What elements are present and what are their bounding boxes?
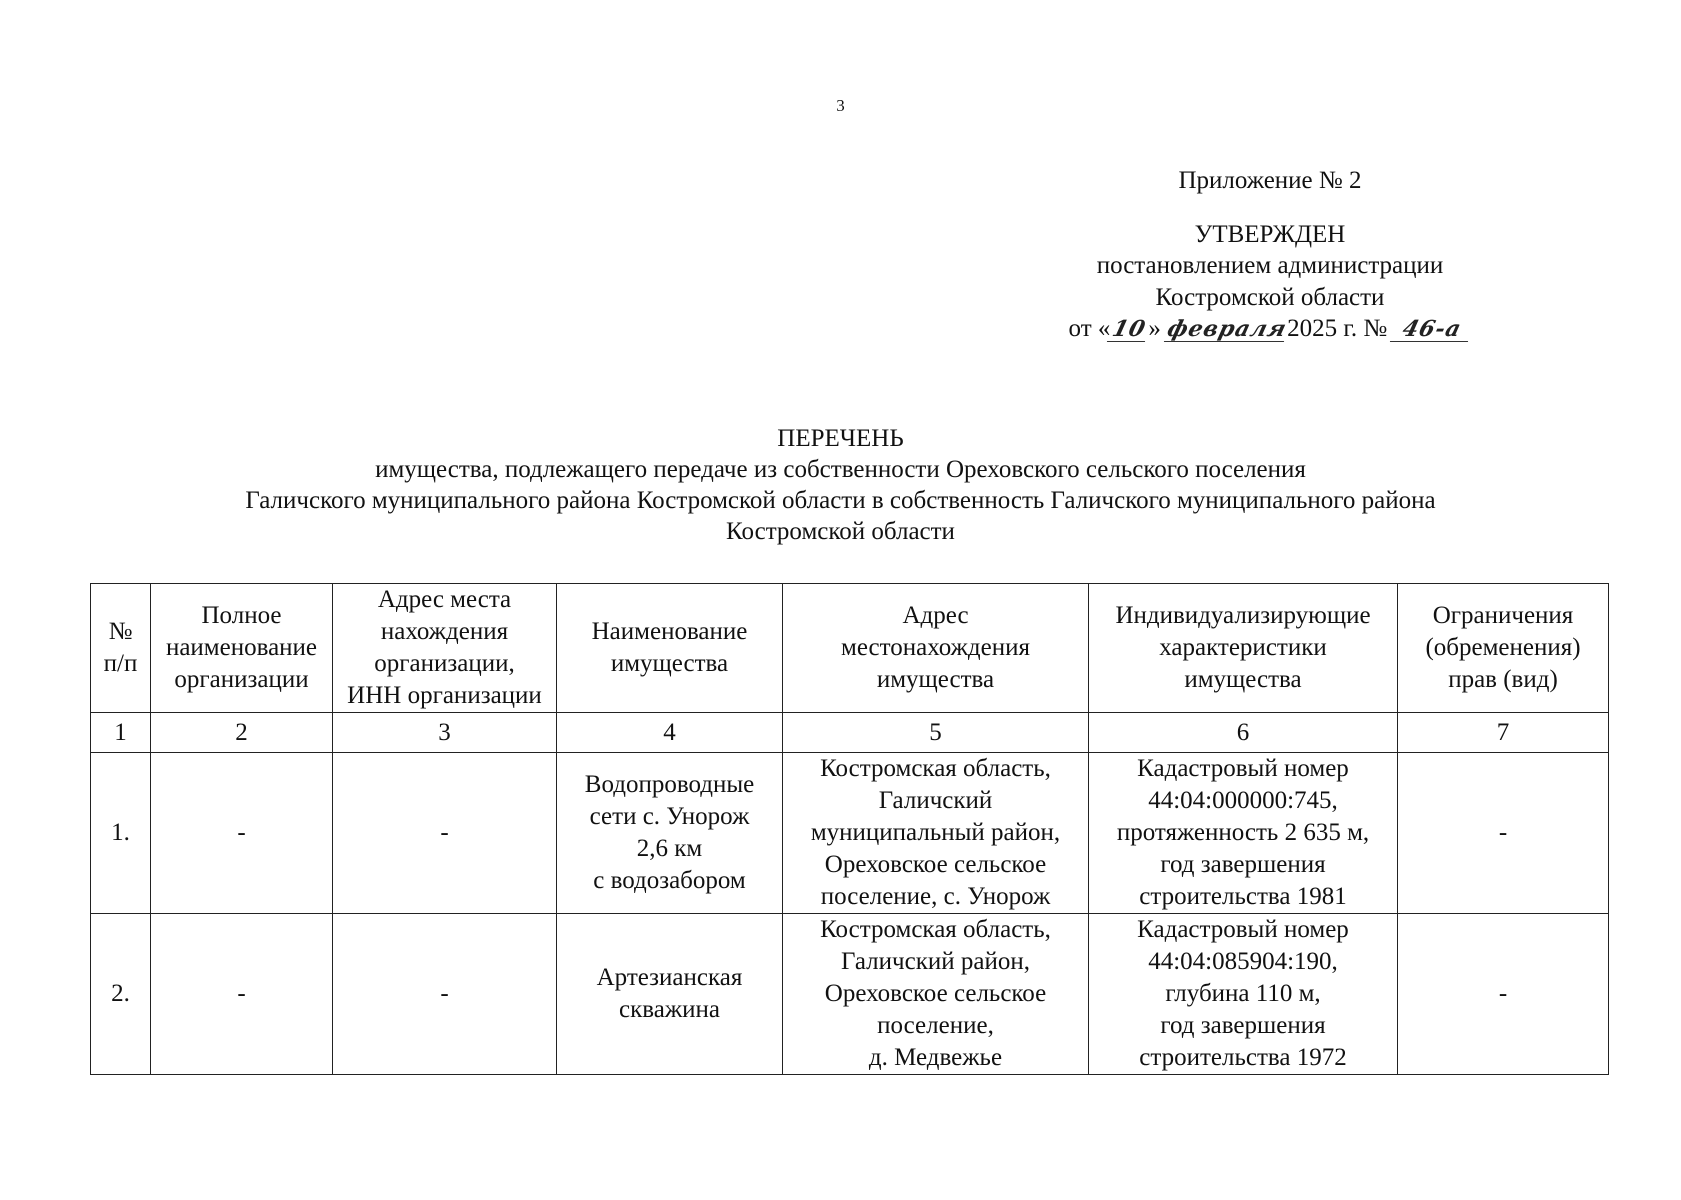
cell-line: Кадастровый номер <box>1137 755 1349 782</box>
table-header-row <box>91 584 1609 713</box>
cell-line: год завершения <box>1160 851 1326 878</box>
cell-line: 44:04:000000:745, <box>1148 787 1338 814</box>
header-cell <box>91 584 151 713</box>
cell-line: Галичский <box>878 787 993 814</box>
cell-line: организации, <box>374 650 515 677</box>
cell-line: год завершения <box>1160 1012 1326 1039</box>
restrictions-cell: - <box>1398 753 1609 914</box>
handwritten-doc-number: 46-а <box>1390 317 1474 342</box>
cell-line: 44:04:085904:190, <box>1148 948 1338 975</box>
cell-line: имущества <box>610 650 729 677</box>
header-cell <box>783 584 1089 713</box>
cell-line: 2,6 км <box>636 835 703 862</box>
list-heading <box>0 423 1681 547</box>
date-year: 2025 г. № <box>1287 315 1394 342</box>
org-name-cell: - <box>151 753 333 914</box>
date-prefix: от « <box>1068 315 1111 342</box>
row-number: 1. <box>91 753 151 914</box>
cell-line: ИНН организации <box>347 682 542 709</box>
list-subtitle-line1: имущества, подлежащего передаче из собственности Ореховского сельского поселения <box>375 456 1306 483</box>
cell-line: Ореховское сельское <box>824 851 1047 878</box>
header-cell <box>151 584 333 713</box>
approved-label: УТВЕРЖДЕН <box>1194 220 1346 248</box>
cell-line: Полное <box>201 602 282 629</box>
cell-line: строительства 1972 <box>1139 1044 1347 1071</box>
cell-line: Индивидуализирующие <box>1115 602 1371 629</box>
cell-line: Галичский район, <box>841 948 1030 975</box>
cell-line: характеристики <box>1159 634 1327 661</box>
header-cell <box>333 584 557 713</box>
cell-line: имущества <box>876 666 995 693</box>
list-subtitle-line2: Галичского муниципального района Костромской области в собственность Галичского муниципального района <box>245 487 1436 514</box>
cell-line: Наименование <box>591 618 748 645</box>
column-number-row <box>91 713 1609 753</box>
property-address-cell <box>783 914 1089 1075</box>
date-mid: » <box>1148 315 1168 342</box>
cell-line: Костромская область, <box>820 755 1051 782</box>
approved-by-line1: постановлением администрации <box>1096 252 1444 279</box>
property-address-cell <box>783 753 1089 914</box>
column-number: 1 <box>91 713 151 753</box>
characteristics-cell <box>1089 753 1398 914</box>
header-cell <box>1398 584 1609 713</box>
property-table <box>90 583 1609 1075</box>
appendix-title: Приложение № 2 <box>1178 167 1362 194</box>
column-number: 2 <box>151 713 333 753</box>
cell-line: с водозабором <box>593 867 746 894</box>
cell-line: Кадастровый номер <box>1137 916 1349 943</box>
cell-line: нахождения <box>380 618 509 645</box>
table-row <box>91 914 1609 1075</box>
cell-line: Артезианская <box>596 964 743 991</box>
cell-line: скважина <box>619 996 720 1023</box>
cell-line: Адрес <box>902 602 969 629</box>
cell-line: наименование <box>165 634 318 661</box>
cell-line: глубина 110 м, <box>1165 980 1321 1007</box>
cell-line: имущества <box>1184 666 1302 693</box>
column-number: 3 <box>333 713 557 753</box>
cell-line: организации <box>174 666 309 693</box>
appendix-block <box>1040 165 1500 345</box>
cell-line: п/п <box>103 650 138 677</box>
column-number: 4 <box>557 713 783 753</box>
org-name-cell: - <box>151 914 333 1075</box>
cell-line: прав (вид) <box>1448 666 1558 693</box>
org-address-cell: - <box>333 753 557 914</box>
header-cell <box>557 584 783 713</box>
cell-line: Ограничения <box>1432 602 1574 629</box>
cell-line: поселение, с. Унорож <box>820 883 1051 910</box>
column-number: 5 <box>783 713 1089 753</box>
approval-date-line <box>1040 313 1500 345</box>
cell-line: поселение, <box>877 1012 994 1039</box>
org-address-cell: - <box>333 914 557 1075</box>
handwritten-month: февраля <box>1164 316 1290 342</box>
cell-line: строительства 1981 <box>1139 883 1347 910</box>
property-name-cell <box>557 753 783 914</box>
cell-line: муниципальный район, <box>810 819 1061 846</box>
list-title: ПЕРЕЧЕНЬ <box>777 425 904 452</box>
restrictions-cell: - <box>1398 914 1609 1075</box>
handwritten-day: 10 <box>1107 317 1151 342</box>
row-number: 2. <box>91 914 151 1075</box>
column-number: 7 <box>1398 713 1609 753</box>
cell-line: д. Медвежье <box>868 1044 1003 1071</box>
table-row <box>91 753 1609 914</box>
header-cell <box>1089 584 1398 713</box>
page-number: 3 <box>836 96 845 115</box>
cell-line: (обременения) <box>1425 634 1581 661</box>
cell-line: № <box>108 618 133 645</box>
cell-line: протяженность 2 635 м, <box>1116 819 1370 846</box>
approved-by-line2: Костромской области <box>1155 283 1385 311</box>
cell-line: местонахождения <box>841 634 1030 661</box>
column-number: 6 <box>1089 713 1398 753</box>
list-subtitle-line3: Костромской области <box>726 518 955 545</box>
property-name-cell <box>557 914 783 1075</box>
cell-line: Водопроводные <box>584 771 755 798</box>
characteristics-cell <box>1089 914 1398 1075</box>
cell-line: Адрес места <box>377 586 512 613</box>
cell-line: сети с. Унорож <box>589 803 750 830</box>
cell-line: Костромская область, <box>820 916 1051 943</box>
cell-line: Ореховское сельское <box>824 980 1047 1007</box>
